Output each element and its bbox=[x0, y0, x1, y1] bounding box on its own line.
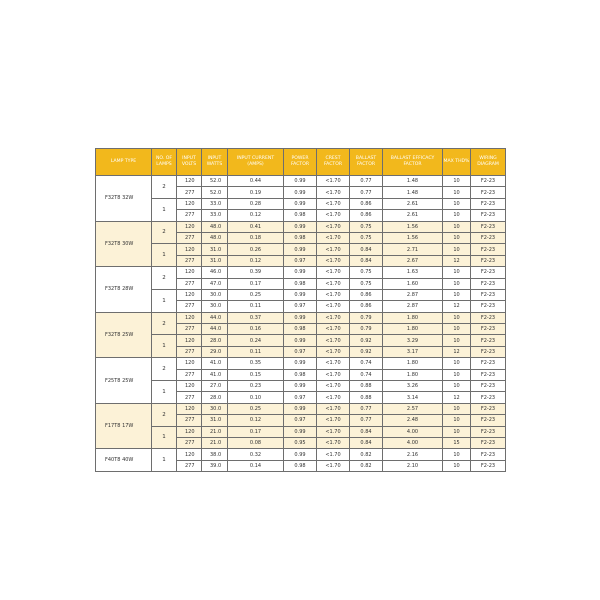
input-volts-cell: 120 bbox=[177, 244, 202, 255]
wiring-diagram-cell: F2-23 bbox=[471, 301, 506, 312]
max-thd-cell: 10 bbox=[443, 335, 471, 346]
power-factor-cell: 0.97 bbox=[284, 346, 317, 357]
ballast-factor-cell: 0.84 bbox=[350, 426, 383, 437]
header-input-volts: INPUT VOLTS bbox=[177, 149, 202, 176]
power-factor-cell: 0.99 bbox=[284, 426, 317, 437]
input-current-cell: 0.15 bbox=[228, 369, 284, 380]
input-current-cell: 0.28 bbox=[228, 198, 284, 209]
input-watts-cell: 48.0 bbox=[202, 221, 228, 232]
table-row bbox=[96, 221, 506, 232]
ballast-factor-cell: 0.86 bbox=[350, 210, 383, 221]
ballast-efficacy-factor-cell: 1.80 bbox=[383, 324, 443, 335]
input-watts-cell: 52.0 bbox=[202, 187, 228, 198]
ballast-factor-cell: 0.84 bbox=[350, 437, 383, 448]
header-input-current: INPUT CURRENT (AMPS) bbox=[228, 149, 284, 176]
wiring-diagram-cell: F2-23 bbox=[471, 392, 506, 403]
ballast-factor-cell: 0.86 bbox=[350, 301, 383, 312]
wiring-diagram-cell: F2-23 bbox=[471, 244, 506, 255]
table-row bbox=[96, 312, 506, 323]
crest-factor-cell: <1.70 bbox=[317, 426, 350, 437]
power-factor-cell: 0.99 bbox=[284, 221, 317, 232]
ballast-spec-table bbox=[95, 148, 506, 472]
max-thd-cell: 10 bbox=[443, 403, 471, 414]
power-factor-cell: 0.99 bbox=[284, 187, 317, 198]
input-volts-cell: 120 bbox=[177, 198, 202, 209]
input-volts-cell: 277 bbox=[177, 255, 202, 266]
crest-factor-cell: <1.70 bbox=[317, 358, 350, 369]
wiring-diagram-cell: F2-23 bbox=[471, 415, 506, 426]
input-watts-cell: 30.0 bbox=[202, 403, 228, 414]
max-thd-cell: 10 bbox=[443, 415, 471, 426]
crest-factor-cell: <1.70 bbox=[317, 255, 350, 266]
ballast-factor-cell: 0.77 bbox=[350, 415, 383, 426]
input-watts-cell: 33.0 bbox=[202, 198, 228, 209]
input-watts-cell: 47.0 bbox=[202, 278, 228, 289]
input-current-cell: 0.37 bbox=[228, 312, 284, 323]
max-thd-cell: 12 bbox=[443, 392, 471, 403]
max-thd-cell: 10 bbox=[443, 426, 471, 437]
wiring-diagram-cell: F2-23 bbox=[471, 221, 506, 232]
ballast-efficacy-factor-cell: 4.00 bbox=[383, 426, 443, 437]
ballast-efficacy-factor-cell: 3.14 bbox=[383, 392, 443, 403]
input-volts-cell: 277 bbox=[177, 392, 202, 403]
no-of-lamps-cell: 1 bbox=[152, 381, 177, 404]
input-watts-cell: 29.0 bbox=[202, 346, 228, 357]
crest-factor-cell: <1.70 bbox=[317, 392, 350, 403]
max-thd-cell: 10 bbox=[443, 312, 471, 323]
input-volts-cell: 120 bbox=[177, 403, 202, 414]
input-watts-cell: 28.0 bbox=[202, 335, 228, 346]
input-watts-cell: 31.0 bbox=[202, 255, 228, 266]
input-current-cell: 0.18 bbox=[228, 232, 284, 243]
crest-factor-cell: <1.70 bbox=[317, 403, 350, 414]
ballast-factor-cell: 0.82 bbox=[350, 460, 383, 471]
max-thd-cell: 10 bbox=[443, 232, 471, 243]
table-row bbox=[96, 267, 506, 278]
ballast-factor-cell: 0.92 bbox=[350, 335, 383, 346]
crest-factor-cell: <1.70 bbox=[317, 415, 350, 426]
input-watts-cell: 27.0 bbox=[202, 381, 228, 392]
wiring-diagram-cell: F2-23 bbox=[471, 346, 506, 357]
input-watts-cell: 41.0 bbox=[202, 369, 228, 380]
crest-factor-cell: <1.70 bbox=[317, 437, 350, 448]
wiring-diagram-cell: F2-23 bbox=[471, 232, 506, 243]
table-row bbox=[96, 358, 506, 369]
crest-factor-cell: <1.70 bbox=[317, 346, 350, 357]
input-current-cell: 0.08 bbox=[228, 437, 284, 448]
crest-factor-cell: <1.70 bbox=[317, 301, 350, 312]
lamp-type-cell: F32T8 30W bbox=[96, 221, 152, 267]
input-watts-cell: 21.0 bbox=[202, 437, 228, 448]
input-volts-cell: 277 bbox=[177, 210, 202, 221]
max-thd-cell: 10 bbox=[443, 278, 471, 289]
ballast-efficacy-factor-cell: 1.60 bbox=[383, 278, 443, 289]
wiring-diagram-cell: F2-23 bbox=[471, 255, 506, 266]
max-thd-cell: 10 bbox=[443, 358, 471, 369]
ballast-efficacy-factor-cell: 3.26 bbox=[383, 381, 443, 392]
ballast-efficacy-factor-cell: 1.80 bbox=[383, 369, 443, 380]
header-crest-factor: CREST FACTOR bbox=[317, 149, 350, 176]
ballast-factor-cell: 0.79 bbox=[350, 312, 383, 323]
wiring-diagram-cell: F2-23 bbox=[471, 267, 506, 278]
input-current-cell: 0.19 bbox=[228, 187, 284, 198]
input-current-cell: 0.26 bbox=[228, 244, 284, 255]
ballast-efficacy-factor-cell: 1.48 bbox=[383, 176, 443, 187]
input-volts-cell: 277 bbox=[177, 187, 202, 198]
table-row bbox=[96, 289, 506, 300]
table-row bbox=[96, 198, 506, 209]
power-factor-cell: 0.99 bbox=[284, 267, 317, 278]
power-factor-cell: 0.99 bbox=[284, 449, 317, 460]
max-thd-cell: 10 bbox=[443, 176, 471, 187]
table-row bbox=[96, 176, 506, 187]
lamp-type-cell: F40T8 40W bbox=[96, 449, 152, 472]
input-watts-cell: 48.0 bbox=[202, 232, 228, 243]
ballast-efficacy-factor-cell: 2.61 bbox=[383, 198, 443, 209]
ballast-factor-cell: 0.86 bbox=[350, 198, 383, 209]
power-factor-cell: 0.99 bbox=[284, 335, 317, 346]
ballast-factor-cell: 0.86 bbox=[350, 289, 383, 300]
power-factor-cell: 0.99 bbox=[284, 244, 317, 255]
input-watts-cell: 31.0 bbox=[202, 244, 228, 255]
input-volts-cell: 120 bbox=[177, 221, 202, 232]
max-thd-cell: 10 bbox=[443, 210, 471, 221]
wiring-diagram-cell: F2-23 bbox=[471, 210, 506, 221]
input-current-cell: 0.25 bbox=[228, 403, 284, 414]
ballast-factor-cell: 0.74 bbox=[350, 358, 383, 369]
input-volts-cell: 120 bbox=[177, 358, 202, 369]
max-thd-cell: 15 bbox=[443, 437, 471, 448]
power-factor-cell: 0.99 bbox=[284, 312, 317, 323]
input-watts-cell: 41.0 bbox=[202, 358, 228, 369]
power-factor-cell: 0.98 bbox=[284, 232, 317, 243]
input-watts-cell: 44.0 bbox=[202, 324, 228, 335]
input-watts-cell: 30.0 bbox=[202, 289, 228, 300]
input-volts-cell: 277 bbox=[177, 346, 202, 357]
ballast-factor-cell: 0.84 bbox=[350, 255, 383, 266]
input-current-cell: 0.14 bbox=[228, 460, 284, 471]
crest-factor-cell: <1.70 bbox=[317, 210, 350, 221]
table-row bbox=[96, 449, 506, 460]
input-current-cell: 0.17 bbox=[228, 426, 284, 437]
max-thd-cell: 10 bbox=[443, 187, 471, 198]
no-of-lamps-cell: 2 bbox=[152, 312, 177, 335]
header-power-factor: POWER FACTOR bbox=[284, 149, 317, 176]
max-thd-cell: 10 bbox=[443, 198, 471, 209]
crest-factor-cell: <1.70 bbox=[317, 335, 350, 346]
input-current-cell: 0.11 bbox=[228, 301, 284, 312]
input-current-cell: 0.12 bbox=[228, 210, 284, 221]
header-ballast-factor: BALLAST FACTOR bbox=[350, 149, 383, 176]
header-lamp-type: LAMP TYPE bbox=[96, 149, 152, 176]
max-thd-cell: 10 bbox=[443, 221, 471, 232]
crest-factor-cell: <1.70 bbox=[317, 460, 350, 471]
ballast-efficacy-factor-cell: 1.48 bbox=[383, 187, 443, 198]
crest-factor-cell: <1.70 bbox=[317, 221, 350, 232]
crest-factor-cell: <1.70 bbox=[317, 449, 350, 460]
ballast-factor-cell: 0.77 bbox=[350, 176, 383, 187]
input-current-cell: 0.17 bbox=[228, 278, 284, 289]
input-current-cell: 0.24 bbox=[228, 335, 284, 346]
ballast-efficacy-factor-cell: 3.29 bbox=[383, 335, 443, 346]
wiring-diagram-cell: F2-23 bbox=[471, 312, 506, 323]
wiring-diagram-cell: F2-23 bbox=[471, 437, 506, 448]
input-volts-cell: 277 bbox=[177, 301, 202, 312]
wiring-diagram-cell: F2-23 bbox=[471, 278, 506, 289]
input-current-cell: 0.12 bbox=[228, 415, 284, 426]
power-factor-cell: 0.97 bbox=[284, 301, 317, 312]
input-volts-cell: 277 bbox=[177, 369, 202, 380]
ballast-factor-cell: 0.92 bbox=[350, 346, 383, 357]
ballast-efficacy-factor-cell: 1.80 bbox=[383, 358, 443, 369]
input-watts-cell: 33.0 bbox=[202, 210, 228, 221]
max-thd-cell: 12 bbox=[443, 301, 471, 312]
ballast-factor-cell: 0.88 bbox=[350, 392, 383, 403]
wiring-diagram-cell: F2-23 bbox=[471, 403, 506, 414]
ballast-efficacy-factor-cell: 2.48 bbox=[383, 415, 443, 426]
header-wiring-diagram: WIRING DIAGRAM bbox=[471, 149, 506, 176]
header-ballast-efficacy-factor: BALLAST EFFICACY FACTOR bbox=[383, 149, 443, 176]
no-of-lamps-cell: 1 bbox=[152, 289, 177, 312]
ballast-efficacy-factor-cell: 2.87 bbox=[383, 289, 443, 300]
max-thd-cell: 10 bbox=[443, 449, 471, 460]
header-input-watts: INPUT WATTS bbox=[202, 149, 228, 176]
max-thd-cell: 10 bbox=[443, 369, 471, 380]
input-volts-cell: 277 bbox=[177, 232, 202, 243]
crest-factor-cell: <1.70 bbox=[317, 187, 350, 198]
max-thd-cell: 10 bbox=[443, 460, 471, 471]
power-factor-cell: 0.99 bbox=[284, 403, 317, 414]
power-factor-cell: 0.99 bbox=[284, 198, 317, 209]
crest-factor-cell: <1.70 bbox=[317, 267, 350, 278]
crest-factor-cell: <1.70 bbox=[317, 278, 350, 289]
input-current-cell: 0.11 bbox=[228, 346, 284, 357]
input-volts-cell: 120 bbox=[177, 335, 202, 346]
no-of-lamps-cell: 2 bbox=[152, 267, 177, 290]
ballast-factor-cell: 0.84 bbox=[350, 244, 383, 255]
max-thd-cell: 10 bbox=[443, 267, 471, 278]
ballast-factor-cell: 0.75 bbox=[350, 232, 383, 243]
power-factor-cell: 0.99 bbox=[284, 176, 317, 187]
ballast-factor-cell: 0.75 bbox=[350, 278, 383, 289]
wiring-diagram-cell: F2-23 bbox=[471, 449, 506, 460]
input-watts-cell: 30.0 bbox=[202, 301, 228, 312]
input-volts-cell: 120 bbox=[177, 289, 202, 300]
ballast-efficacy-factor-cell: 2.71 bbox=[383, 244, 443, 255]
table-body bbox=[96, 176, 506, 472]
input-volts-cell: 277 bbox=[177, 324, 202, 335]
power-factor-cell: 0.98 bbox=[284, 210, 317, 221]
power-factor-cell: 0.99 bbox=[284, 289, 317, 300]
ballast-efficacy-factor-cell: 1.56 bbox=[383, 221, 443, 232]
ballast-factor-cell: 0.74 bbox=[350, 369, 383, 380]
input-current-cell: 0.44 bbox=[228, 176, 284, 187]
input-volts-cell: 120 bbox=[177, 267, 202, 278]
wiring-diagram-cell: F2-23 bbox=[471, 289, 506, 300]
ballast-efficacy-factor-cell: 4.00 bbox=[383, 437, 443, 448]
input-volts-cell: 120 bbox=[177, 312, 202, 323]
input-current-cell: 0.12 bbox=[228, 255, 284, 266]
input-watts-cell: 39.0 bbox=[202, 460, 228, 471]
crest-factor-cell: <1.70 bbox=[317, 289, 350, 300]
header-row bbox=[96, 149, 506, 176]
power-factor-cell: 0.98 bbox=[284, 369, 317, 380]
no-of-lamps-cell: 2 bbox=[152, 176, 177, 199]
no-of-lamps-cell: 1 bbox=[152, 335, 177, 358]
ballast-efficacy-factor-cell: 2.61 bbox=[383, 210, 443, 221]
power-factor-cell: 0.99 bbox=[284, 381, 317, 392]
input-watts-cell: 44.0 bbox=[202, 312, 228, 323]
power-factor-cell: 0.98 bbox=[284, 324, 317, 335]
header-max-thd: MAX THD% bbox=[443, 149, 471, 176]
table-row bbox=[96, 381, 506, 392]
power-factor-cell: 0.98 bbox=[284, 278, 317, 289]
crest-factor-cell: <1.70 bbox=[317, 244, 350, 255]
wiring-diagram-cell: F2-23 bbox=[471, 176, 506, 187]
input-current-cell: 0.10 bbox=[228, 392, 284, 403]
input-volts-cell: 120 bbox=[177, 176, 202, 187]
max-thd-cell: 12 bbox=[443, 346, 471, 357]
table-row bbox=[96, 244, 506, 255]
lamp-type-cell: F32T8 28W bbox=[96, 267, 152, 313]
no-of-lamps-cell: 2 bbox=[152, 221, 177, 244]
ballast-efficacy-factor-cell: 1.56 bbox=[383, 232, 443, 243]
ballast-efficacy-factor-cell: 3.17 bbox=[383, 346, 443, 357]
input-watts-cell: 28.0 bbox=[202, 392, 228, 403]
input-current-cell: 0.16 bbox=[228, 324, 284, 335]
input-watts-cell: 21.0 bbox=[202, 426, 228, 437]
max-thd-cell: 10 bbox=[443, 244, 471, 255]
input-current-cell: 0.23 bbox=[228, 381, 284, 392]
wiring-diagram-cell: F2-23 bbox=[471, 187, 506, 198]
input-current-cell: 0.25 bbox=[228, 289, 284, 300]
crest-factor-cell: <1.70 bbox=[317, 198, 350, 209]
power-factor-cell: 0.97 bbox=[284, 255, 317, 266]
input-volts-cell: 120 bbox=[177, 426, 202, 437]
crest-factor-cell: <1.70 bbox=[317, 369, 350, 380]
input-current-cell: 0.32 bbox=[228, 449, 284, 460]
wiring-diagram-cell: F2-23 bbox=[471, 369, 506, 380]
ballast-factor-cell: 0.75 bbox=[350, 267, 383, 278]
no-of-lamps-cell: 1 bbox=[152, 426, 177, 449]
input-volts-cell: 120 bbox=[177, 381, 202, 392]
crest-factor-cell: <1.70 bbox=[317, 232, 350, 243]
input-current-cell: 0.39 bbox=[228, 267, 284, 278]
table-row bbox=[96, 426, 506, 437]
input-current-cell: 0.41 bbox=[228, 221, 284, 232]
ballast-efficacy-factor-cell: 2.87 bbox=[383, 301, 443, 312]
ballast-factor-cell: 0.77 bbox=[350, 187, 383, 198]
ballast-factor-cell: 0.75 bbox=[350, 221, 383, 232]
crest-factor-cell: <1.70 bbox=[317, 381, 350, 392]
no-of-lamps-cell: 1 bbox=[152, 198, 177, 221]
power-factor-cell: 0.95 bbox=[284, 437, 317, 448]
power-factor-cell: 0.97 bbox=[284, 415, 317, 426]
crest-factor-cell: <1.70 bbox=[317, 176, 350, 187]
lamp-type-cell: F32T8 25W bbox=[96, 312, 152, 358]
ballast-efficacy-factor-cell: 2.67 bbox=[383, 255, 443, 266]
max-thd-cell: 10 bbox=[443, 381, 471, 392]
max-thd-cell: 12 bbox=[443, 255, 471, 266]
input-volts-cell: 277 bbox=[177, 460, 202, 471]
no-of-lamps-cell: 2 bbox=[152, 403, 177, 426]
max-thd-cell: 10 bbox=[443, 324, 471, 335]
no-of-lamps-cell: 2 bbox=[152, 358, 177, 381]
no-of-lamps-cell: 1 bbox=[152, 449, 177, 472]
input-current-cell: 0.35 bbox=[228, 358, 284, 369]
ballast-efficacy-factor-cell: 2.10 bbox=[383, 460, 443, 471]
table-row bbox=[96, 403, 506, 414]
table-row bbox=[96, 335, 506, 346]
input-volts-cell: 277 bbox=[177, 415, 202, 426]
crest-factor-cell: <1.70 bbox=[317, 312, 350, 323]
ballast-factor-cell: 0.82 bbox=[350, 449, 383, 460]
wiring-diagram-cell: F2-23 bbox=[471, 426, 506, 437]
ballast-factor-cell: 0.79 bbox=[350, 324, 383, 335]
wiring-diagram-cell: F2-23 bbox=[471, 460, 506, 471]
power-factor-cell: 0.97 bbox=[284, 392, 317, 403]
lamp-type-cell: F17T8 17W bbox=[96, 403, 152, 449]
lamp-type-cell: F32T8 32W bbox=[96, 176, 152, 222]
input-volts-cell: 277 bbox=[177, 437, 202, 448]
input-watts-cell: 38.0 bbox=[202, 449, 228, 460]
input-watts-cell: 52.0 bbox=[202, 176, 228, 187]
power-factor-cell: 0.98 bbox=[284, 460, 317, 471]
wiring-diagram-cell: F2-23 bbox=[471, 335, 506, 346]
ballast-efficacy-factor-cell: 2.16 bbox=[383, 449, 443, 460]
wiring-diagram-cell: F2-23 bbox=[471, 324, 506, 335]
power-factor-cell: 0.99 bbox=[284, 358, 317, 369]
input-watts-cell: 31.0 bbox=[202, 415, 228, 426]
crest-factor-cell: <1.70 bbox=[317, 324, 350, 335]
ballast-efficacy-factor-cell: 2.57 bbox=[383, 403, 443, 414]
no-of-lamps-cell: 1 bbox=[152, 244, 177, 267]
input-volts-cell: 120 bbox=[177, 449, 202, 460]
ballast-efficacy-factor-cell: 1.80 bbox=[383, 312, 443, 323]
wiring-diagram-cell: F2-23 bbox=[471, 358, 506, 369]
lamp-type-cell: F25T8 25W bbox=[96, 358, 152, 404]
ballast-efficacy-factor-cell: 1.63 bbox=[383, 267, 443, 278]
input-volts-cell: 277 bbox=[177, 278, 202, 289]
ballast-factor-cell: 0.88 bbox=[350, 381, 383, 392]
max-thd-cell: 10 bbox=[443, 289, 471, 300]
header-no-of-lamps: NO. OF LAMPS bbox=[152, 149, 177, 176]
wiring-diagram-cell: F2-23 bbox=[471, 198, 506, 209]
input-watts-cell: 46.0 bbox=[202, 267, 228, 278]
wiring-diagram-cell: F2-23 bbox=[471, 381, 506, 392]
ballast-factor-cell: 0.77 bbox=[350, 403, 383, 414]
